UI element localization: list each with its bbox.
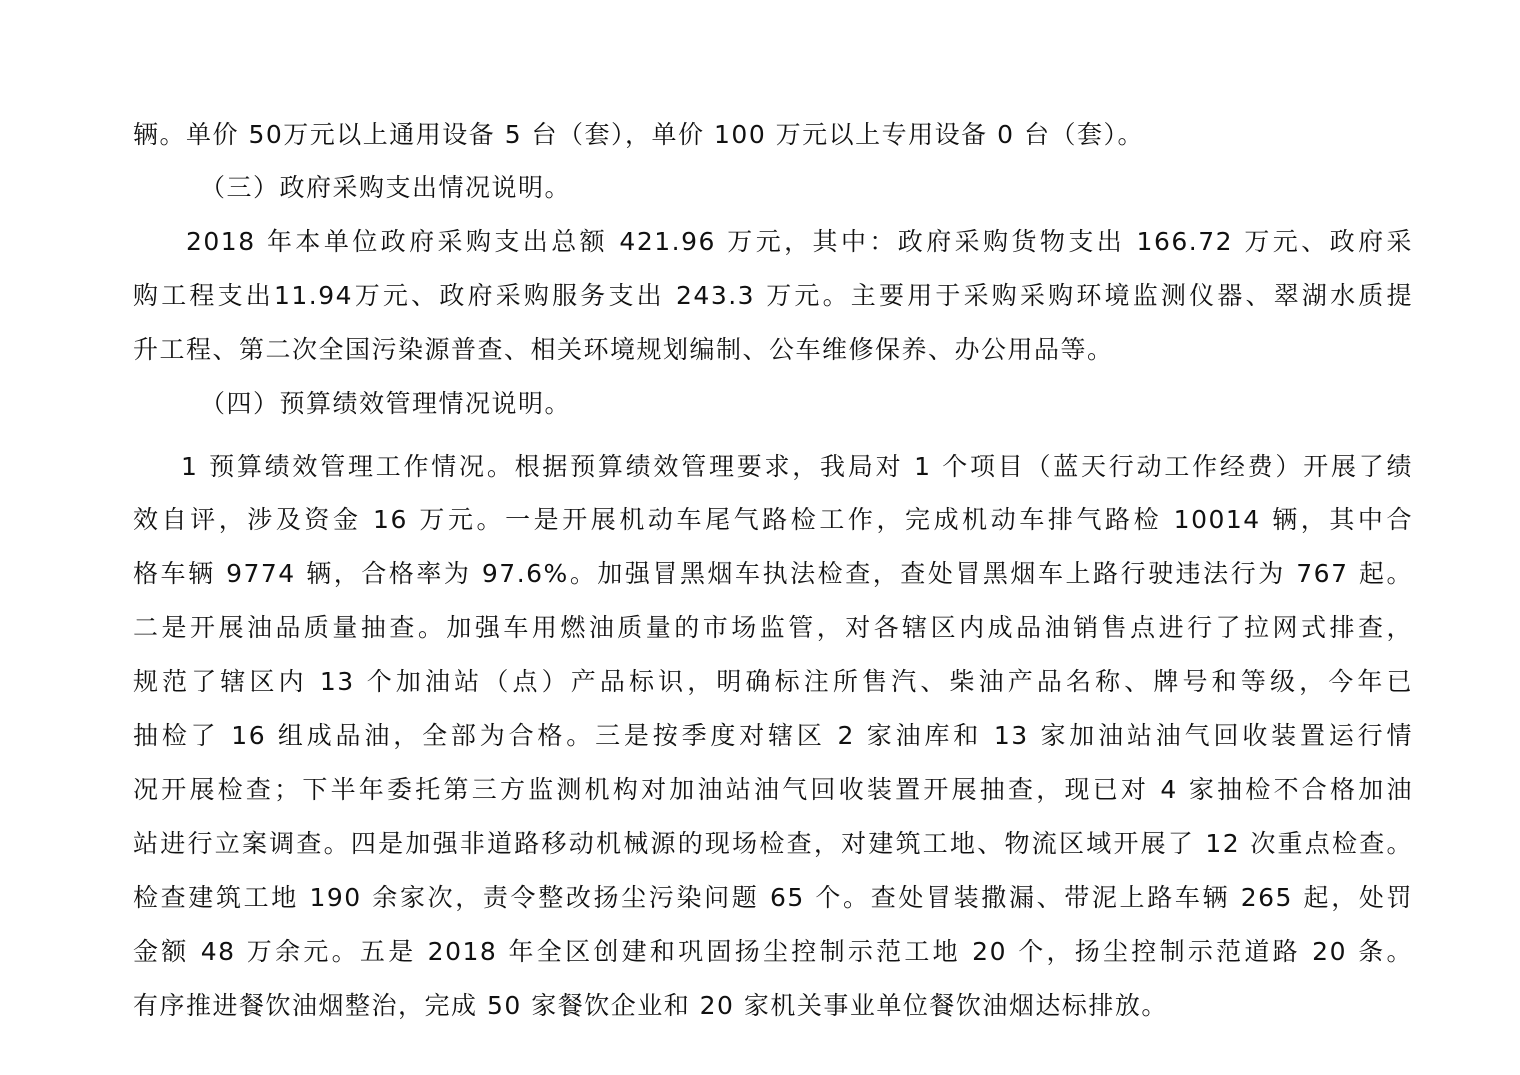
text-line: 2018 年本单位政府采购支出总额 421.96 万元，其中：政府采购货物支出 166.72 万元、政府采 [186,227,1413,256]
text-line: 格车辆 9774 辆，合格率为 97.6%。加强冒黑烟车执法检查，查处冒黑烟车上路行驶违法行为 767 起。 [133,559,1413,588]
text-line: 规范了辖区内 13 个加油站（点）产品标识，明确标注所售汽、柴油产品名称、牌号和等级，今年已 [133,667,1413,696]
section-heading-4: （四）预算绩效管理情况说明。 [200,389,572,418]
text-line: 检查建筑工地 190 余家次，责令整改扬尘污染问题 65 个。查处冒装撒漏、带泥上路车辆 265 起，处罚 [133,883,1413,912]
text-line: 效自评，涉及资金 16 万元。一是开展机动车尾气路检工作，完成机动车排气路检 10014 辆，其中合 [133,505,1413,534]
text-line: 金额 48 万余元。五是 2018 年全区创建和巩固扬尘控制示范工地 20 个，扬尘控制示范道路 20 条。 [133,937,1413,966]
text-line: 抽检了 16 组成品油，全部为合格。三是按季度对辖区 2 家油库和 13 家加油站油气回收装置运行情 [133,721,1413,750]
section-heading-3: （三）政府采购支出情况说明。 [200,173,572,202]
text-line: 辆。单价 50万元以上通用设备 5 台（套），单价 100 万元以上专用设备 0 台（套）。 [133,120,1144,149]
text-line: 1 预算绩效管理工作情况。根据预算绩效管理要求，我局对 1 个项目（蓝天行动工作经费）开展了绩 [181,452,1413,481]
text-line: 购工程支出11.94万元、政府采购服务支出 243.3 万元。主要用于采购采购环境监测仪器、翠湖水质提 [133,281,1413,310]
text-line: 升工程、第二次全国污染源普查、相关环境规划编制、公车维修保养、办公用品等。 [133,335,1114,364]
text-line: 况开展检查；下半年委托第三方监测机构对加油站油气回收装置开展抽查，现已对 4 家抽检不合格加油 [133,775,1413,804]
text-line: 有序推进餐饮油烟整治，完成 50 家餐饮企业和 20 家机关事业单位餐饮油烟达标排放。 [133,991,1168,1020]
text-line: 二是开展油品质量抽查。加强车用燃油质量的市场监管，对各辖区内成品油销售点进行了拉网式排查， [133,613,1413,642]
text-line: 站进行立案调查。四是加强非道路移动机械源的现场检查，对建筑工地、物流区域开展了 12 次重点检查。 [133,829,1413,858]
